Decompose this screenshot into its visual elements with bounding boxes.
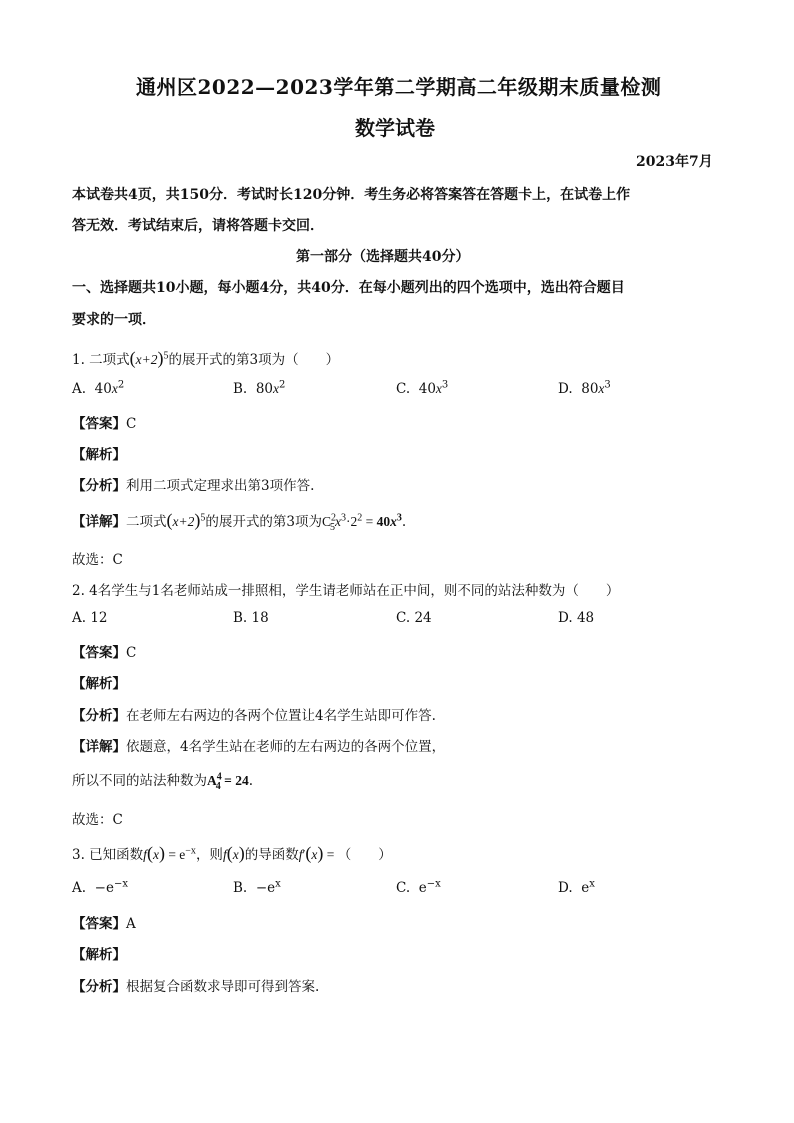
q2-option-b: B. 18 <box>233 610 269 626</box>
q1-stem <box>72 348 339 369</box>
q1-detail: 【详解】二项式$(x+2)^5$的展开式的第3项为$C^2_5x^3\cdot 2^2 = 40x^3$. <box>72 510 407 533</box>
q2-analysis-label: 【解析】 <box>72 676 126 692</box>
q3-option-a: A. $-e^{-x}$ <box>72 878 128 896</box>
exam-subtitle: 数学试卷 <box>355 116 435 140</box>
q2-detail: 【详解】依题意，4名学生站在老师的左右两边的各两个位置， <box>72 739 446 755</box>
q2-answer: 【答案】C <box>72 645 137 661</box>
q1-blank: （ ） <box>285 352 340 368</box>
q1-stem-post: 的展开式的第3项为 <box>168 352 286 368</box>
q1-fenxi: 【分析】利用二项式定理求出第3项作答. <box>72 478 315 494</box>
q2-fenxi: 【分析】在老师左右两边的各两个位置让4名学生站即可作答. <box>72 708 436 724</box>
q1-answer: 【答案】C <box>72 416 137 432</box>
q3-fenxi: 【分析】根据复合函数求导即可得到答案. <box>72 979 320 995</box>
notice-line-2: 答无效．考试结束后，请将答题卡交回． <box>72 218 324 234</box>
q1-option-b: B. $80x^2$ <box>233 379 286 397</box>
part1-heading: 第一部分（选择题共40分） <box>296 249 470 265</box>
q3-answer: 【答案】A <box>72 916 136 932</box>
q2-option-d: D. 48 <box>558 610 595 626</box>
q3-analysis-label: 【解析】 <box>72 947 126 963</box>
q1-analysis-label: 【解析】 <box>72 447 126 463</box>
q3-option-d: D. $e^x$ <box>558 878 595 896</box>
part1-instruction-2: 要求的一项． <box>72 312 156 328</box>
q2-option-a: A. 12 <box>72 610 108 626</box>
q3-option-b: B. $-e^x$ <box>233 878 281 896</box>
q2-choose: 故选：C <box>72 812 123 828</box>
q1-choose: 故选：C <box>72 552 123 568</box>
q1-expression: $(x+2)^5$ <box>129 348 169 368</box>
q1-option-a: A. $40x^2$ <box>72 379 125 397</box>
q2-stem: 2. 4名学生与1名老师站成一排照相，学生请老师站在正中间，则不同的站法种数为（ ） <box>72 583 620 599</box>
q2-option-c: C. 24 <box>396 610 432 626</box>
q1-option-d: D. $80x^3$ <box>558 379 611 397</box>
exam-date: 2023年7月 <box>636 154 713 170</box>
q1-stem-pre: 1. 二项式 <box>72 352 130 368</box>
part1-instruction-1: 一、选择题共10小题，每小题4分，共40分．在每小题列出的四个选项中，选出符合题目 <box>72 280 625 296</box>
q3-stem: 3. 已知函数$f(x) = e^{-x}$，则f(x)的导函数f′(x) = （ ） <box>72 843 392 863</box>
notice-line-1: 本试卷共4页，共150分．考试时长120分钟．考生务必将答案答在答题卡上，在试卷上作 <box>72 187 631 203</box>
q1-option-c: C. $40x^3$ <box>396 379 449 397</box>
q3-option-c: C. $e^{-x}$ <box>396 878 441 896</box>
exam-title: 通州区2022—2023学年第二学期高二年级期末质量检测 <box>136 75 662 99</box>
q2-conclusion: 所以不同的站法种数为$A^4_4 = 24$. <box>72 771 253 792</box>
